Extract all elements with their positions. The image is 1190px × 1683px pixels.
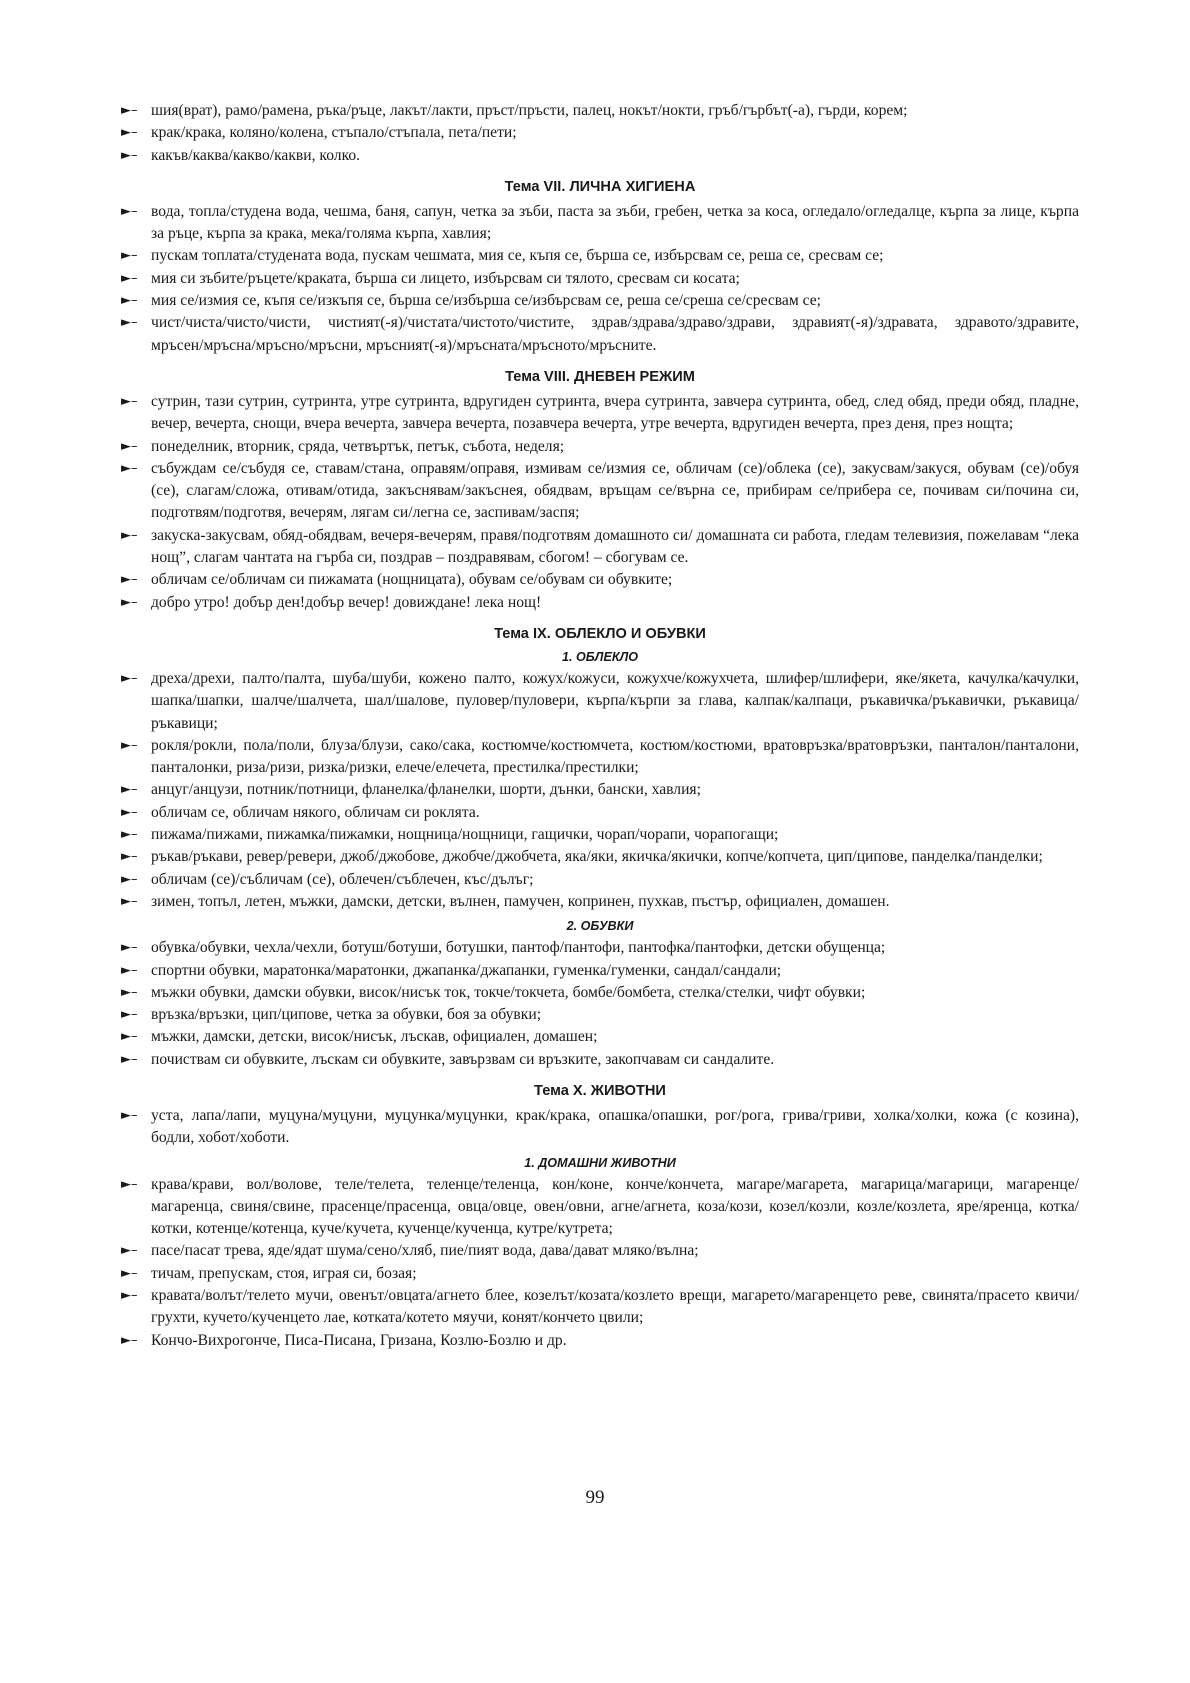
list-item — [121, 937, 1079, 959]
topic10-domestic-animals-list — [121, 1174, 1079, 1352]
bullet-arrow-icon: ►– — [121, 1265, 138, 1281]
list-item — [121, 1026, 1079, 1048]
list-item — [121, 1285, 1079, 1330]
list-item — [121, 1049, 1079, 1071]
list-item-text: обличам (се)/събличам (се), облечен/съблечен, къс/дълъг; — [151, 870, 534, 888]
list-item-text: обличам се, обличам някого, обличам си роклята. — [151, 803, 480, 821]
list-item — [121, 436, 1079, 458]
bullet-arrow-icon: ►– — [121, 315, 138, 331]
list-item — [121, 846, 1079, 868]
topic9-shoes-list — [121, 937, 1079, 1071]
list-item-text: какъв/каква/какво/какви, колко. — [151, 146, 361, 164]
bullet-arrow-icon: ►– — [121, 393, 138, 409]
document-page — [121, 100, 1079, 1352]
bullet-arrow-icon: ►– — [121, 270, 138, 286]
list-item-text: ръкав/ръкави, ревер/ревери, джоб/джобове, джобче/джобчета, яка/яки, якичка/якички, копче/копчета, цип/ципове, панделка/панделки; — [151, 848, 1043, 866]
list-item — [121, 869, 1079, 891]
topic7-list — [121, 201, 1079, 357]
list-item — [121, 960, 1079, 982]
bullet-arrow-icon: ►– — [121, 248, 138, 264]
bullet-arrow-icon: ►– — [121, 203, 138, 219]
list-item — [121, 802, 1079, 824]
bullet-arrow-icon: ►– — [121, 782, 138, 798]
list-item-text: добро утро! добър ден!добър вечер! довиждане! лека нощ! — [151, 593, 542, 611]
bullet-arrow-icon: ►– — [121, 147, 138, 163]
bullet-arrow-icon: ►– — [121, 527, 138, 543]
list-item — [121, 122, 1079, 144]
list-item-text: чист/чиста/чисто/чисти, чистият(-я)/чистата/чистото/чистите, здрав/здрава/здраво/здрави, здравият(-я)/здравата, здравото/здравите, мръсен/мръсна/мръсно/мръсни, мръсният(-я)/мръсната/мръсното/мръсните. — [151, 314, 1079, 354]
list-item — [121, 1263, 1079, 1285]
list-item — [121, 592, 1079, 614]
bullet-arrow-icon: ►– — [121, 1243, 138, 1259]
list-item-text: спортни обувки, маратонка/маратонки, джапанка/джапанки, гуменка/гуменки, сандал/сандали; — [151, 961, 782, 979]
list-item-text: уста, лапа/лапи, муцуна/муцуни, муцунка/муцунки, крак/крака, опашка/опашки, рог/рога, грива/гриви, холка/холки, кожа (с козина), бодли, хобот/хоботи. — [151, 1106, 1079, 1147]
list-item-text: събуждам се/събудя се, ставам/стана, оправям/оправя, измивам се/измия се, обличам (се)/облека (се), закусвам/закуся, обувам (се)/обуя (се), слагам/сложа, отивам/отида, закъснявам/закъснея, обядвам, връщам се/върна се, прибирам се/прибера се, почивам си/почина си, подготвям/подготвя, вечерям, лягам си/легна се, заспивам/заспя; — [151, 459, 1079, 522]
list-item — [121, 201, 1079, 246]
list-item-text: почиствам си обувките, лъскам си обувките, завързвам си връзките, закопчавам си сандалите. — [151, 1050, 775, 1068]
bullet-arrow-icon: ►– — [121, 871, 138, 887]
list-item-text: обличам се/обличам си пижамата (нощницата), обувам се/обувам си обувките; — [151, 571, 673, 589]
list-item — [121, 668, 1079, 735]
list-item — [121, 1174, 1079, 1241]
list-item — [121, 312, 1079, 357]
topic8-heading: Тема VIII. ДНЕВЕН РЕЖИМ — [505, 368, 695, 385]
list-item-text: анцуг/анцузи, потник/потници, фланелка/фланелки, шорти, дънки, бански, хавлия; — [151, 781, 701, 799]
list-item — [121, 779, 1079, 801]
list-item-text: пускам топлата/студената вода, пускам чешмата, мия се, къпя се, бърша се, избърсвам се, реша се, сресвам се; — [151, 247, 884, 265]
topic9-clothing-list — [121, 668, 1079, 913]
list-item — [121, 569, 1079, 591]
list-item — [121, 824, 1079, 846]
bullet-arrow-icon: ►– — [121, 1007, 138, 1023]
list-item — [121, 268, 1079, 290]
bullet-arrow-icon: ►– — [121, 849, 138, 865]
list-item-text: кравата/волът/телето мучи, овенът/овцата/агнето блее, козелът/козата/козлето врещи, магарето/магаренцето реве, свинята/прасето квичи/грухти, кучето/кученцето лае, котката/котето мяучи, конят/кончето цвили; — [151, 1287, 1079, 1327]
topic8-list — [121, 391, 1079, 614]
bullet-arrow-icon: ►– — [121, 893, 138, 909]
list-item — [121, 391, 1079, 436]
list-item — [121, 1105, 1079, 1150]
bullet-arrow-icon: ►– — [121, 460, 138, 476]
topic9-sub1-heading: 1. ОБЛЕКЛО — [561, 649, 639, 664]
list-item-text: сутрин, тази сутрин, сутринта, утре сутринта, вдругиден сутринта, вчера сутринта, завчера сутринта, обед, след обяд, преди обяд, пладне, вечер, вечерта, снощи, вчера вечерта, завчера вечерта, позавчера вечерта, утре вечерта, вдругиден вечерта, през деня, през нощта; — [151, 392, 1079, 433]
topic9-sub2-heading: 2. ОБУВКИ — [566, 919, 634, 934]
list-item — [121, 982, 1079, 1004]
list-item-text: крава/крави, вол/волове, теле/телета, теленце/теленца, кон/коне, конче/кончета, магаре/магарета, магарица/магарици, магаренце/магаренца, свиня/свине, прасенце/прасенца, овца/овце, овен/овни, агне/агнета, коза/кози, козел/козли, козле/козлета, яре/яренца, котка/котки, котенце/котенца, куче/кучета, кученце/кученца, кутре/кутрета; — [151, 1175, 1079, 1238]
list-item — [121, 100, 1079, 122]
bullet-arrow-icon: ►– — [121, 670, 138, 686]
list-item-text: рокля/рокли, пола/поли, блуза/блузи, сако/сака, костюмче/костюмчета, костюм/костюми, вратовръзка/вратовръзки, панталон/панталони, панталонки, риза/ризи, ризка/ризки, елече/елечета, престилка/престилки; — [151, 736, 1079, 777]
list-item-text: вода, топла/студена вода, чешма, баня, сапун, четка за зъби, паста за зъби, гребен, четка за коса, огледало/огледалце, кърпа за лице, кърпа за ръце, кърпа за крака, мека/голяма кърпа, хавлия; — [151, 202, 1079, 243]
bullet-arrow-icon: ►– — [121, 1051, 138, 1067]
bullet-arrow-icon: ►– — [121, 1288, 138, 1304]
list-item-text: крак/крака, коляно/колена, стъпало/стъпала, пета/пети; — [151, 124, 517, 142]
list-item-text: обувка/обувки, чехла/чехли, ботуш/ботуши, ботушки, пантоф/пантофи, пантофка/пантофки, детски обущенца; — [151, 939, 886, 957]
intro-list — [121, 100, 1079, 167]
list-item — [121, 145, 1079, 167]
topic7-heading: Тема VII. ЛИЧНА ХИГИЕНА — [504, 178, 696, 195]
list-item — [121, 735, 1079, 780]
list-item-text: мъжки обувки, дамски обувки, висок/нисък ток, токче/токчета, бомбе/бомбета, стелка/стелки, чифт обувки; — [151, 983, 866, 1001]
bullet-arrow-icon: ►– — [121, 1029, 138, 1045]
topic10-heading: Тема X. ЖИВОТНИ — [534, 1082, 666, 1099]
list-item — [121, 1240, 1079, 1262]
list-item-text: мъжки, дамски, детски, висок/нисък, лъскав, официален, домашен; — [151, 1028, 598, 1046]
list-item — [121, 458, 1079, 525]
bullet-arrow-icon: ►– — [121, 940, 138, 956]
bullet-arrow-icon: ►– — [121, 962, 138, 978]
list-item — [121, 1004, 1079, 1026]
bullet-arrow-icon: ►– — [121, 103, 138, 118]
topic9-heading: Тема IX. ОБЛЕКЛО И ОБУВКИ — [494, 625, 706, 642]
list-item-text: понеделник, вторник, сряда, четвъртък, петък, събота, неделя; — [151, 437, 565, 455]
bullet-arrow-icon: ►– — [121, 804, 138, 820]
bullet-arrow-icon: ►– — [121, 594, 138, 610]
list-item — [121, 525, 1079, 570]
list-item-text: пижама/пижами, пижамка/пижамки, нощница/нощници, гащички, чорап/чорапи, чорапогащи; — [151, 826, 779, 844]
bullet-arrow-icon: ►– — [121, 572, 138, 588]
list-item — [121, 891, 1079, 913]
list-item-text: тичам, препускам, стоя, играя си, бозая; — [151, 1264, 417, 1282]
list-item — [121, 245, 1079, 267]
bullet-arrow-icon: ►– — [121, 1176, 138, 1192]
list-item-text: Кончо-Вихрогонче, Писа-Писана, Гризана, Козлю-Бозлю и др. — [151, 1331, 567, 1349]
bullet-arrow-icon: ►– — [121, 293, 138, 309]
bullet-arrow-icon: ►– — [121, 438, 138, 454]
list-item-text: мия си зъбите/ръцете/краката, бърша си лицето, избърсвам си тялото, сресвам си косата; — [151, 269, 740, 287]
bullet-arrow-icon: ►– — [121, 1332, 138, 1348]
list-item — [121, 1330, 1079, 1352]
bullet-arrow-icon: ►– — [121, 125, 138, 141]
topic10-sub1-heading: 1. ДОМАШНИ ЖИВОТНИ — [524, 1155, 676, 1170]
list-item-text: мия се/измия се, къпя се/изкъпя се, бърша се/избърша се/избърсвам се, реша се/среша се/сресвам се; — [151, 292, 821, 310]
list-item-text: закуска-закусвам, обяд-обядвам, вечеря-вечерям, правя/подготвям домашното си/ домашната си работа, гледам телевизия, пожелавам “лека нощ”, слагам чантата на гърба си, поздрав – поздравявам, сбогом! – сбогувам се. — [151, 526, 1079, 567]
bullet-arrow-icon: ►– — [121, 1107, 138, 1123]
list-item-text: шия(врат), рамо/рамена, ръка/ръце, лакът/лакти, пръст/пръсти, палец, нокът/нокти, гръб/гърбът(-а), гърди, корем; — [151, 102, 908, 119]
list-item-text: дреха/дрехи, палто/палта, шуба/шуби, кожено палто, кожух/кожуси, кожухче/кожухчета, шлифер/шлифери, яке/якета, качулка/качулки, шапка/шапки, шалче/шалчета, шал/шалове, пуловер/пуловери, кърпа/кърпи за глава, калпак/калпаци, ръкавичка/ръкавички, ръкавица/ръкавици; — [151, 669, 1079, 732]
page-number: 99 — [585, 1487, 605, 1508]
bullet-arrow-icon: ►– — [121, 984, 138, 1000]
list-item-text: пасе/пасат трева, яде/ядат шума/сено/хляб, пие/пият вода, дава/дават мляко/вълна; — [151, 1242, 699, 1260]
topic10-list — [121, 1105, 1079, 1150]
list-item — [121, 290, 1079, 312]
bullet-arrow-icon: ►– — [121, 737, 138, 753]
bullet-arrow-icon: ►– — [121, 827, 138, 843]
list-item-text: връзка/връзки, цип/ципове, четка за обувки, боя за обувки; — [151, 1006, 542, 1024]
list-item-text: зимен, топъл, летен, мъжки, дамски, детски, вълнен, памучен, копринен, пухкав, пъстър, официален, домашен. — [151, 892, 890, 910]
